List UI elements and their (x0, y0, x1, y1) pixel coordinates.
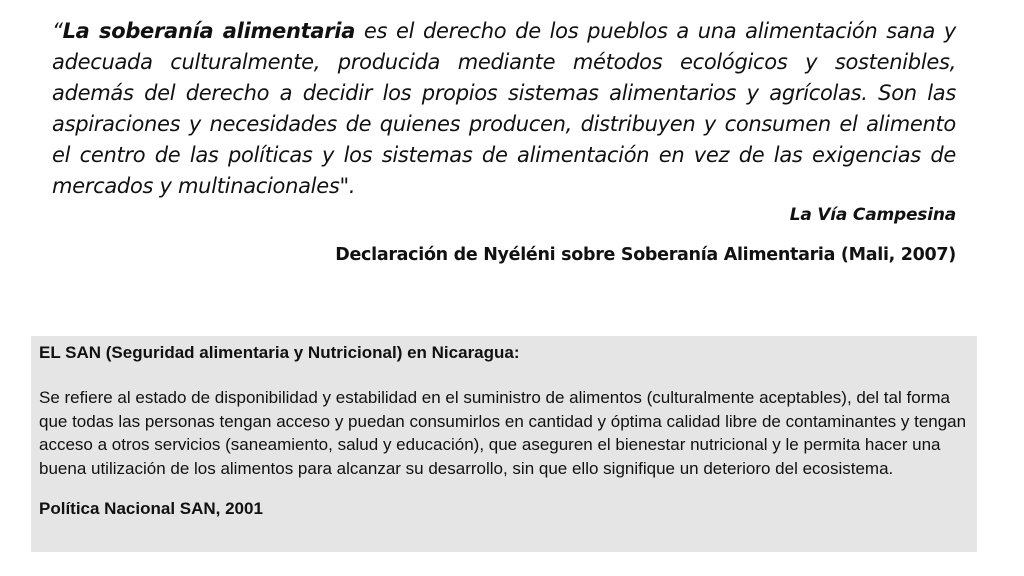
san-box-body: Se refiere al estado de disponibilidad y estabilidad en el suministro de alimentos (culturalmente aceptables), del tal forma que todas las personas tengan acceso y puedan consumirlos en cantidad y óptima calidad libre de contaminantes y tengan acceso a otros servicios (saneamiento, salud y educación), que aseguren el bienestar nutricional y le permita hacer una buena utilización de los alimentos para alcanzar su desarrollo, sin que ello signifique un deterioro del ecosistema. (39, 388, 967, 478)
san-definition-box (31, 336, 977, 552)
quote-body: es el derecho de los pueblos a una alimentación sana y adecuada culturalmente, producida mediante métodos ecológicos y sostenibles, además del derecho a decidir los propios sistemas alimentarios y agrícolas. Son las aspiraciones y necesidades de quienes producen, distribuyen y consumen el alimento el centro de las políticas y los sistemas de alimentación en vez de las exigencias de mercados y multinacionales". (52, 19, 956, 198)
quote-text (52, 16, 956, 202)
san-box-title: EL SAN (Seguridad alimentaria y Nutricional) en Nicaragua: (39, 343, 520, 362)
quote-block (52, 16, 956, 202)
quote-source: Declaración de Nyéléni sobre Soberanía Alimentaria (Mali, 2007) (335, 245, 956, 265)
quote-open-mark: “ (52, 19, 63, 43)
san-box-source: Política Nacional SAN, 2001 (39, 499, 263, 518)
quote-author: La Vía Campesina (789, 205, 956, 225)
quote-term: La soberanía alimentaria (62, 19, 356, 43)
